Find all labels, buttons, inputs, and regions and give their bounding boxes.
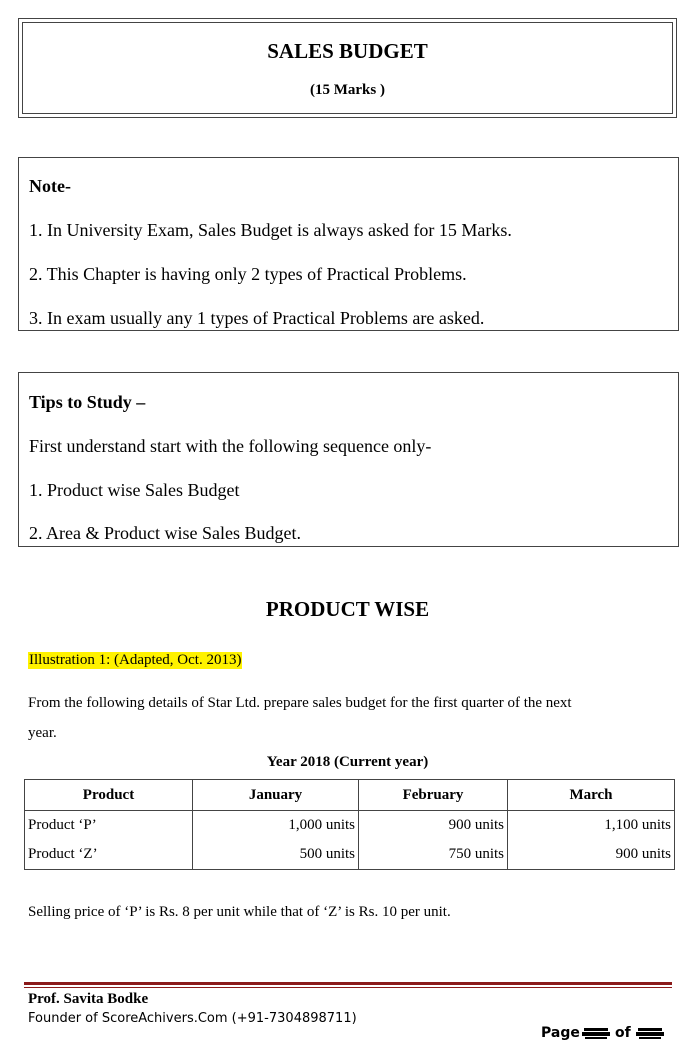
table-cell: 750 units — [359, 840, 508, 870]
illustration-text-continued: year. — [28, 725, 57, 741]
table-row — [25, 811, 675, 841]
note-item: 2. This Chapter is having only 2 types of Practical Problems. — [29, 264, 467, 284]
table-header-row — [25, 780, 675, 811]
footer-rule-thin — [24, 987, 672, 988]
page-number-placeholder-icon — [582, 1026, 610, 1040]
table-cell: 1,100 units — [508, 811, 675, 841]
page-title: SALES BUDGET — [267, 39, 428, 63]
table-cell: 900 units — [359, 811, 508, 841]
page-total-placeholder-icon — [636, 1026, 664, 1040]
marks-subtitle: (15 Marks ) — [310, 82, 385, 98]
footer-founder: Founder of ScoreAchivers.Com (+91-7304898711) — [28, 1011, 357, 1026]
section-heading: PRODUCT WISE — [265, 597, 430, 621]
column-header: March — [508, 780, 675, 811]
tips-item: 2. Area & Product wise Sales Budget. — [29, 523, 301, 543]
table-cell: Product ‘Z’ — [25, 840, 193, 870]
table-cell: Product ‘P’ — [25, 811, 193, 841]
tips-intro: First understand start with the following sequence only- — [29, 436, 432, 456]
tips-item: 1. Product wise Sales Budget — [29, 480, 240, 500]
table-row — [25, 840, 675, 870]
note-box — [18, 157, 679, 331]
note-item: 3. In exam usually any 1 types of Practical Problems are asked. — [29, 308, 485, 328]
column-header: Product — [25, 780, 193, 811]
of-label: of — [615, 1025, 631, 1041]
table-cell: 900 units — [508, 840, 675, 870]
tips-box — [18, 372, 679, 547]
table-title: Year 2018 (Current year) — [266, 754, 429, 770]
price-note: Selling price of ‘P’ is Rs. 8 per unit while that of ‘Z’ is Rs. 10 per unit. — [28, 904, 451, 920]
note-item: 1. In University Exam, Sales Budget is always asked for 15 Marks. — [29, 220, 512, 240]
table-cell: 1,000 units — [193, 811, 359, 841]
column-header: January — [193, 780, 359, 811]
title-box-inner-border — [22, 22, 673, 114]
tips-heading: Tips to Study – — [29, 392, 146, 412]
note-heading: Note- — [29, 176, 71, 196]
sales-table — [24, 779, 675, 870]
footer-author: Prof. Savita Bodke — [28, 991, 149, 1007]
title-box — [18, 18, 677, 118]
page-label: Page — [541, 1025, 580, 1041]
footer-rule — [24, 982, 672, 985]
table-cell: 500 units — [193, 840, 359, 870]
illustration-label: Illustration 1: (Adapted, Oct. 2013) — [29, 652, 242, 668]
column-header: February — [359, 780, 508, 811]
illustration-text: From the following details of Star Ltd. prepare sales budget for the first quarter of the next — [28, 695, 572, 711]
